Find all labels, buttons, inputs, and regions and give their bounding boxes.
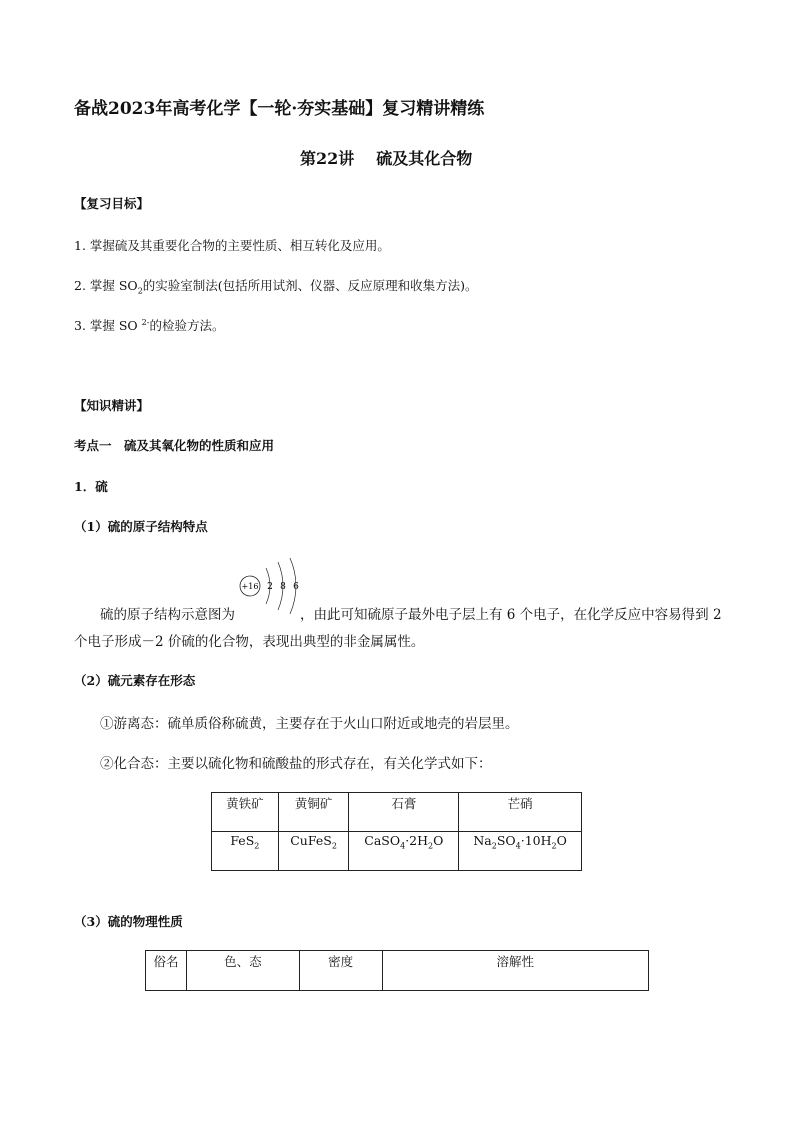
review-goal-2-pre: 2. 掌握 SO xyxy=(74,278,138,293)
formula-text: O xyxy=(433,833,444,848)
review-goal-3-pre: 3. 掌握 SO xyxy=(74,318,142,333)
mineral-formula-cell xyxy=(349,832,459,871)
subsection-existence-forms: （2）硫元素存在形态 xyxy=(74,673,196,688)
nucleus-charge: +16 xyxy=(241,582,259,591)
mineral-formula-cell xyxy=(212,832,279,871)
physical-header-cell: 密度 xyxy=(299,951,382,991)
section-sulfur-heading: 1．硫 xyxy=(74,479,108,494)
mineral-header-cell: 芒硝 xyxy=(459,793,582,832)
formula-text: ·10H xyxy=(520,833,552,848)
mineral-header-cell: 黄铜矿 xyxy=(278,793,349,832)
review-goal-2 xyxy=(74,276,478,296)
review-goal-1-text: 1. 掌握硫及其重要化合物的主要性质、相互转化及应用。 xyxy=(74,238,390,253)
formula-subscript: 4 xyxy=(400,841,406,851)
review-goal-3-post: 的检验方法。 xyxy=(149,318,225,333)
atom-text-pre: 硫的原子结构示意图为 xyxy=(100,607,235,623)
subsection-physical-properties: （3）硫的物理性质 xyxy=(74,914,183,929)
review-goal-1 xyxy=(74,236,390,254)
knowledge-heading: 【知识精讲】 xyxy=(74,398,150,413)
physical-header-cell: 溶解性 xyxy=(382,951,648,991)
atom-text-line2: 个电子形成－2 价硫的化合物，表现出典型的非金属属性。 xyxy=(74,634,425,650)
minerals-formula-row xyxy=(212,832,582,871)
lecture-number: 第22讲 xyxy=(300,149,355,168)
physical-header-cell: 俗名 xyxy=(146,951,187,991)
lecture-topic: 硫及其化合物 xyxy=(376,149,473,168)
review-goals-heading: 【复习目标】 xyxy=(74,196,150,211)
formula-subscript: 2 xyxy=(428,841,434,851)
review-goal-2-post: 的实验室制法(包括所用试剂、仪器、反应原理和收集方法)。 xyxy=(142,278,478,293)
formula-text: CuFeS xyxy=(290,833,332,848)
review-goal-3-sup: 2- xyxy=(141,317,150,327)
physical-header-row xyxy=(146,951,649,991)
shell-electrons-3: 6 xyxy=(293,582,299,592)
review-goal-2-sub: 2 xyxy=(137,286,143,296)
formula-subscript: 2 xyxy=(254,841,260,851)
combined-state-text: ②化合态：主要以硫化物和硫酸盐的形式存在，有关化学式如下： xyxy=(100,756,492,772)
lecture-heading xyxy=(300,146,472,169)
formula-subscript: 2 xyxy=(331,841,337,851)
point-one-heading: 考点一 硫及其氧化物的性质和应用 xyxy=(74,438,275,453)
shell-electrons-1: 2 xyxy=(267,582,273,592)
formula-subscript: 2 xyxy=(551,841,557,851)
formula-text: CaSO xyxy=(364,833,401,848)
formula-subscript: 2 xyxy=(491,841,497,851)
formula-text: SO xyxy=(496,833,516,848)
physical-properties-table xyxy=(145,950,649,991)
mineral-formula-cell xyxy=(459,832,582,871)
formula-text: Na xyxy=(473,833,492,848)
mineral-header-cell: 石膏 xyxy=(349,793,459,832)
document-title: 备战2023年高考化学【一轮·夯实基础】复习精讲精练 xyxy=(74,99,485,119)
subsection-atom-structure: （1）硫的原子结构特点 xyxy=(74,519,208,534)
formula-text: ·2H xyxy=(405,833,429,848)
minerals-header-row xyxy=(212,793,582,832)
mineral-formula-cell xyxy=(278,832,349,871)
formula-text: O xyxy=(556,833,567,848)
minerals-table xyxy=(211,792,582,871)
mineral-header-cell: 黄铁矿 xyxy=(212,793,279,832)
free-state-text: ①游离态：硫单质俗称硫黄，主要存在于火山口附近或地壳的岩层里。 xyxy=(100,716,519,732)
shell-electrons-2: 8 xyxy=(280,582,286,592)
formula-subscript: 4 xyxy=(515,841,521,851)
physical-header-cell: 色、态 xyxy=(186,951,299,991)
atom-text-post: ，由此可知硫原子最外电子层上有 6 个电子，在化学反应中容易得到 2 xyxy=(300,607,722,623)
atom-structure-diagram xyxy=(236,556,306,616)
review-goal-3 xyxy=(74,316,224,334)
formula-text: FeS xyxy=(230,833,255,848)
